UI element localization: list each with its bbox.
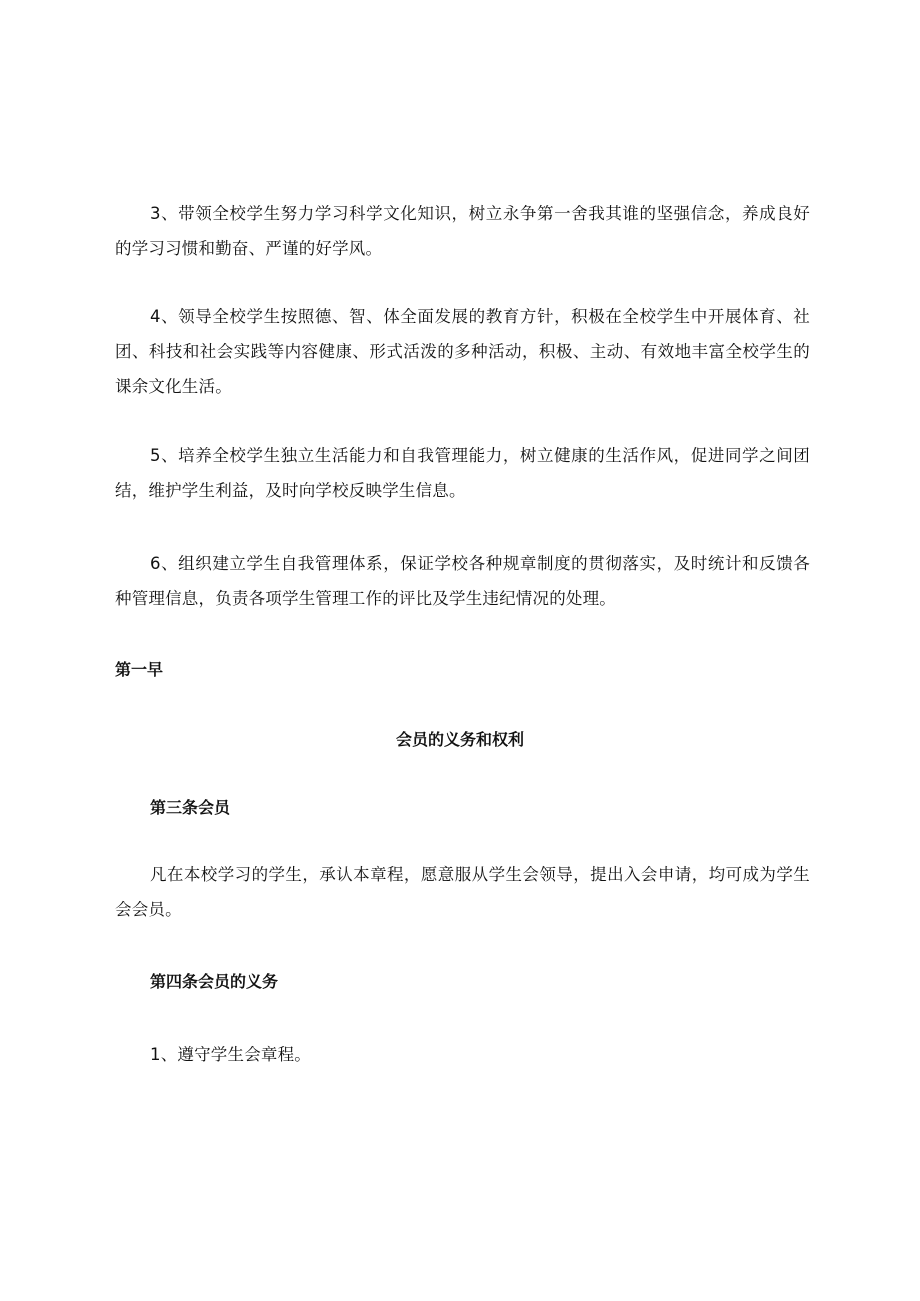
paragraph-item-3: 3、带领全校学生努力学习科学文化知识，树立永争第一舍我其谁的坚强信念，养成良好的学习习惯和勤奋、严谨的好学风。 (115, 204, 810, 258)
paragraph-item-4: 4、领导全校学生按照德、智、体全面发展的教育方针，积极在全校学生中开展体育、社团、科技和社会实践等内容健康、形式活泼的多种活动，积极、主动、有效地丰富全校学生的课余文化生活。 (115, 307, 810, 396)
article-3-text: 凡在本校学习的学生，承认本章程，愿意服从学生会领导，提出入会申请，均可成为学生会会员。 (115, 865, 810, 919)
article-4-item-1: 1、遵守学生会章程。 (150, 1045, 311, 1064)
paragraph-item-5: 5、培养全校学生独立生活能力和自我管理能力，树立健康的生活作风，促进同学之间团结，维护学生利益，及时向学校反映学生信息。 (115, 446, 810, 500)
article-3-title: 第三条会员 (150, 798, 231, 817)
chapter-title: 会员的义务和权利 (395, 730, 524, 749)
article-4-title: 第四条会员的义务 (150, 972, 279, 991)
chapter-label: 第一早 (115, 660, 164, 679)
paragraph-item-6: 6、组织建立学生自我管理体系，保证学校各种规章制度的贯彻落实，及时统计和反馈各种管理信息，负责各项学生管理工作的评比及学生违纪情况的处理。 (115, 554, 810, 608)
